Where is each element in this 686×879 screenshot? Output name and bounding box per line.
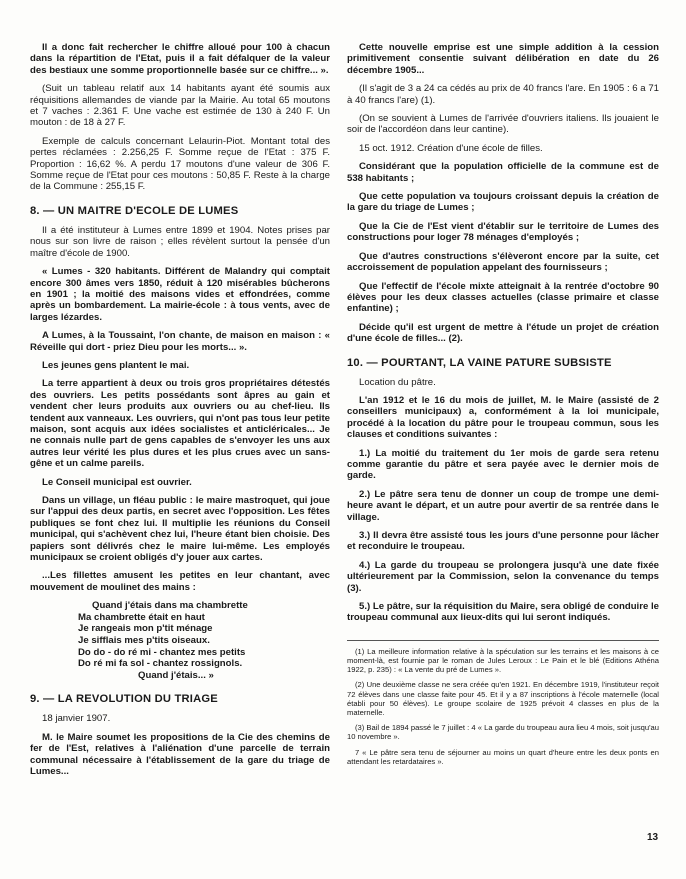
song-verse bbox=[30, 600, 330, 681]
clause-1: 1.) La moitié du traitement du 1er mois de garde sera retenu comme garantie du pâtre et sera payée avec le dernier mois de garde. bbox=[347, 447, 659, 482]
page-number: 13 bbox=[647, 832, 659, 843]
verse-line: Ma chambrette était en haut bbox=[78, 611, 205, 623]
paragraph: Que l'effectif de l'école mixte atteignait à la rentrée d'octobre 90 élèves pour les deux classes actuelles (classe primaire et classe enfantine) ; bbox=[347, 280, 659, 315]
section-heading-8: 8. — UN MAITRE D'ECOLE DE LUMES bbox=[30, 204, 239, 217]
verse-line: Quand j'étais... » bbox=[138, 669, 214, 681]
verse-line: Do do - do ré mi - chantez mes petits bbox=[78, 646, 246, 658]
paragraph: Location du pâtre. bbox=[359, 376, 436, 388]
left-column bbox=[30, 42, 330, 784]
footnote: (1) La meilleure information relative à la spéculation sur les terrains et les maisons à ce moment-là, est fournie par le roman de Jules Leroux : Le Pain et le blé (Editions Athéna 1922, p. 235) : « La vente du pré de Lumes ». bbox=[347, 646, 659, 675]
verse-line: Je sifflais mes p'tits oiseaux. bbox=[78, 635, 210, 647]
footnote: (2) Une deuxième classe ne sera créée qu'en 1921. En décembre 1919, l'instituteur reçoit 72 élèves dans une classe faite pour 45. Et il y a 87 inscriptions à l'école maternelle (local établi pour 50 élèves). Le groupe scolaire de 1925 prévoit 4 classes en plus de la maternelle. bbox=[347, 680, 659, 718]
paragraph: Les jeunes gens plantent le mai. bbox=[42, 359, 190, 371]
paragraph: Que la Cie de l'Est vient d'établir sur le territoire de Lumes des constructions pour loger 78 ménages d'employés ; bbox=[347, 220, 659, 244]
paragraph: Le Conseil municipal est ouvrier. bbox=[42, 476, 192, 488]
paragraph: Que d'autres constructions s'élèveront encore par la suite, cet accroissement de population appelant des fournisseurs ; bbox=[347, 250, 659, 274]
paragraph: Cette nouvelle emprise est une simple addition à la cession primitivement consentie suivant délibération en date du 26 décembre 1905... bbox=[347, 42, 659, 76]
paragraph: La terre appartient à deux ou trois gros propriétaires détestés des ouvriers. Les petits possédants sont âpres au gain et vendent cher leurs produits aux ouvriers ou au chef-lieu. Ils tendent aux vanneaux. Les ouvriers, qui n'ont pas tous leur petite maison, sont acquis aux idées socialistes et anticléricales... Je ne connais nulle part de gens capables de s'envoyer les uns aux autres leur vérité les plus dures et les plus crues avec un sans-gêne et un calme pareils. bbox=[30, 378, 330, 470]
paragraph: Que cette population va toujours croissant depuis la création de la gare du triage de Lumes ; bbox=[347, 191, 659, 214]
paragraph: (On se souvient à Lumes de l'arrivée d'ouvriers italiens. Ils jouaient le soir de l'accordéon dans leur cantine). bbox=[347, 113, 659, 136]
footnote: 7 « Le pâtre sera tenu de séjourner au moins un quart d'heure entre les deux ponts en attendant les retardataires ». bbox=[347, 747, 659, 766]
verse-line: Je rangeais mon p'tit ménage bbox=[78, 623, 213, 635]
paragraph: A Lumes, à la Toussaint, l'on chante, de maison en maison : « Réveille qui dort - priez Dieu pour les morts... ». bbox=[30, 330, 330, 353]
clause-4: 4.) La garde du troupeau se prolongera jusqu'à une date fixée ultérieurement par la Commission, selon la convenance du temps (3). bbox=[347, 559, 659, 594]
paragraph: « Lumes - 320 habitants. Différent de Malandry qui comptait encore 300 âmes vers 1850, réduit à 120 misérables bûcherons en 1901 ; la moitié des maisons vides et effondrées, comme après un bombardement. La mairie-école : à tous vents, avec de larges lézardes. bbox=[30, 266, 330, 323]
paragraph: 15 oct. 1912. Création d'une école de filles. bbox=[359, 142, 543, 154]
paragraph: Il a été instituteur à Lumes entre 1899 et 1904. Notes prises par nous sur son livre de raison ; elles révèlent surtout la pensée d'un maître d'école de 1900. bbox=[30, 224, 330, 259]
paragraph: (Il s'agit de 3 a 24 ca cédés au prix de 40 francs l'are. En 1905 : 6 a 71 à 40 francs l'are) (1). bbox=[347, 83, 659, 106]
clause-5: 5.) Le pâtre, sur la réquisition du Maire, sera obligé de conduire le troupeau communal aux lieux-dits qui lui seront indiqués. bbox=[347, 601, 659, 624]
section-heading-9: 9. — LA REVOLUTION DU TRIAGE bbox=[30, 693, 218, 706]
paragraph: ...Les fillettes amusent les petites en leur chantant, avec mouvement de moulinet des mains : bbox=[30, 570, 330, 593]
clause-3: 3.) Il devra être assisté tous les jours d'une personne pour lâcher et reconduire le troupeau. bbox=[347, 530, 659, 553]
verse-line: Do ré mi fa sol - chantez rossignols. bbox=[78, 658, 243, 670]
paragraph: (Suit un tableau relatif aux 14 habitants ayant été soumis aux réquisitions allemandes de viande par la Mairie. Au total 65 moutons et 7 vaches : 2.361 F. Une vache est estimée de 130 à 240 F. Un mouton : de 18 à 27 F. bbox=[30, 83, 330, 129]
section-heading-10: 10. — POURTANT, LA VAINE PATURE SUBSISTE bbox=[347, 356, 612, 369]
footnote: (3) Bail de 1894 passé le 7 juillet : 4 « La garde du troupeau aura lieu 4 mois, soit jusqu'au 10 novembre ». bbox=[347, 723, 659, 742]
date-line: 18 janvier 1907. bbox=[42, 713, 111, 725]
paragraph: L'an 1912 et le 16 du mois de juillet, M. le Maire (assisté de 2 conseillers municipaux) a, conformément à la loi municipale, procédé à la location du pâtre pour le troupeau commun, sous les clauses et conditions suivantes : bbox=[347, 394, 659, 441]
paragraph: Dans un village, un fléau public : le maire mastroquet, qui joue sur l'appui des deux partis, en secret avec l'opposition. Les fêtes publiques se font chez lui. Il multiplie les réunions du Conseil municipal, qui s'achèvent chez lui, l'heure étant bien choisie. Des papiers sont délivrés chez le maire lui-même. Les employés municipaux se croient obligés d'y jouer aux cartes. bbox=[30, 495, 330, 564]
paragraph: Exemple de calculs concernant Lelaurin-Piot. Montant total des pertes réclamées : 2.256,25 F. Somme reçue de l'Etat : 375 F. Proportion : 16,62 %. A perdu 17 moutons d'une valeur de 306 F. Somme reçue de l'Etat pour ces moutons : 50,85 F. Reste à la charge de la Commune : 255,15 F. bbox=[30, 135, 330, 193]
paragraph: Considérant que la population officielle de la commune est de 538 habitants ; bbox=[347, 161, 659, 184]
footnotes bbox=[347, 640, 659, 766]
right-column bbox=[347, 42, 659, 772]
paragraph: Décide qu'il est urgent de mettre à l'étude un projet de création d'une école de filles... (2). bbox=[347, 321, 659, 345]
verse-line: Quand j'étais dans ma chambrette bbox=[92, 600, 248, 612]
clause-2: 2.) Le pâtre sera tenu de donner un coup de trompe une demi-heure avant le départ, et un autre pour avertir de sa rentrée dans le village. bbox=[347, 488, 659, 523]
paragraph: M. le Maire soumet les propositions de la Cie des chemins de fer de l'Est, relatives à l'aliénation d'une parcelle de terrain communal nécessaire à l'établissement de la gare du triage de Lumes... bbox=[30, 731, 330, 778]
paragraph: Il a donc fait rechercher le chiffre alloué pour 100 à chacun dans la répartition de l'Etat, puis il a fait défalquer de la valeur des bestiaux une somme proportionnelle basée sur ce chiffre... ». bbox=[30, 42, 330, 76]
